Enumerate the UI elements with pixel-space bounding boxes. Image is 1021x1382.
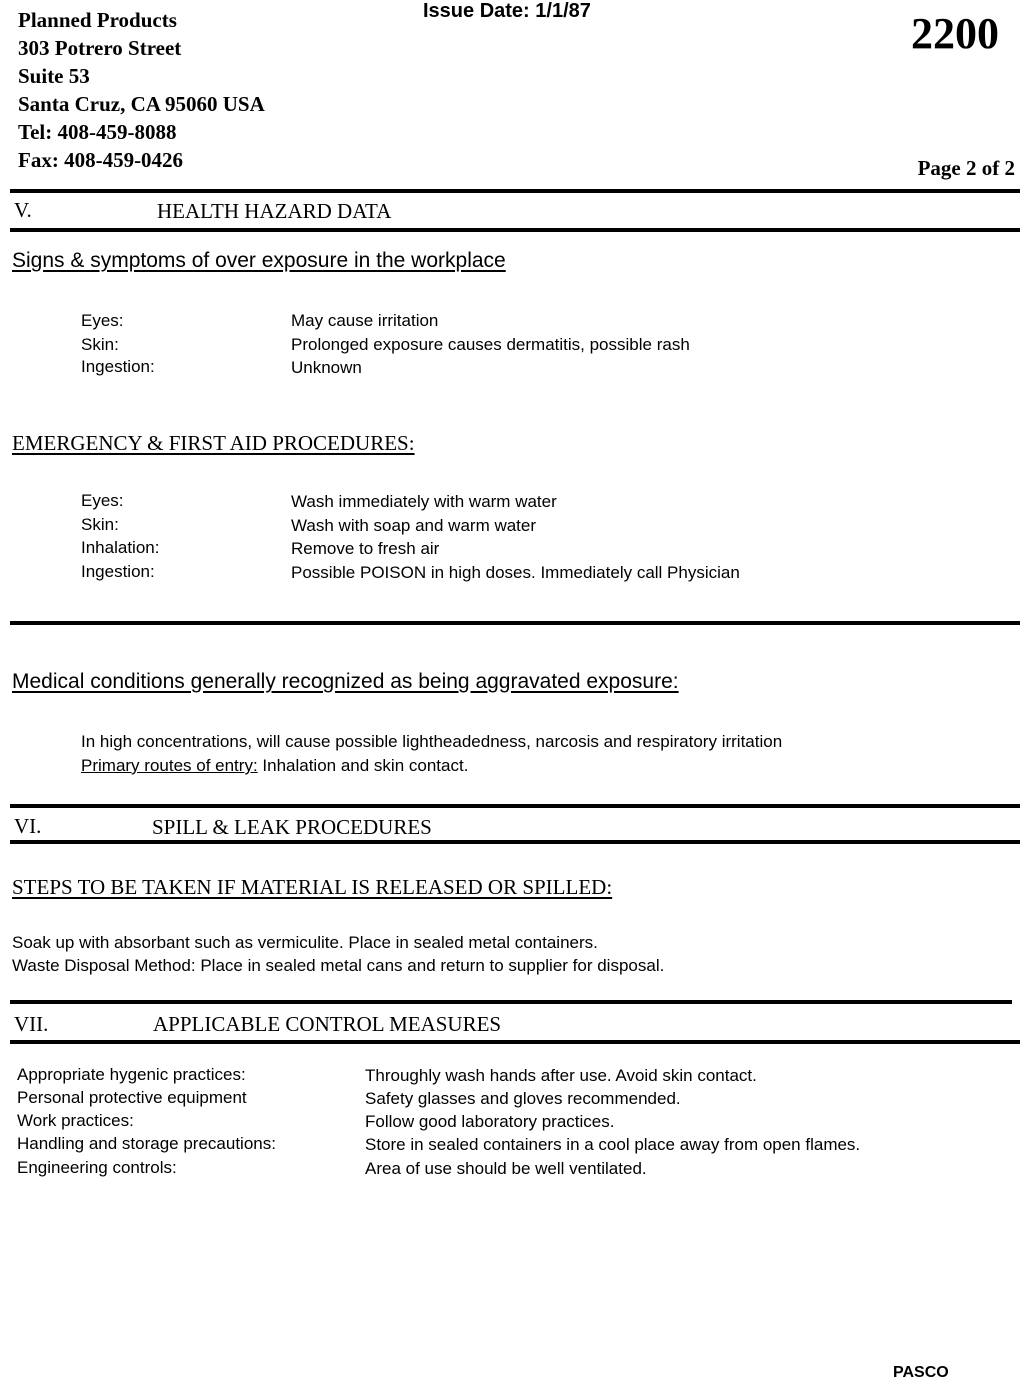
- measure-label: Appropriate hygenic practices:: [17, 1065, 246, 1084]
- measure-value: Area of use should be well ventilated.: [365, 1159, 647, 1178]
- steps-heading: STEPS TO BE TAKEN IF MATERIAL IS RELEASED OR SPILLED:: [12, 875, 613, 899]
- section-number: VII.: [14, 1012, 49, 1036]
- street-address: 303 Potrero Street: [18, 36, 182, 60]
- measure-label: Handling and storage precautions:: [17, 1134, 276, 1153]
- first-aid-label: Ingestion:: [81, 562, 155, 581]
- divider: [10, 621, 1020, 625]
- issue-date: Issue Date: 1/1/87: [423, 0, 591, 22]
- signs-label: Skin:: [81, 335, 119, 354]
- divider: [10, 804, 1020, 808]
- first-aid-list: [0, 489, 1021, 589]
- brand-logo: PASCO: [893, 1364, 949, 1381]
- first-aid-heading: EMERGENCY & FIRST AID PROCEDURES:: [12, 431, 415, 455]
- first-aid-value: Wash with soap and warm water: [291, 516, 537, 535]
- divider: [10, 1040, 1020, 1044]
- divider: [10, 189, 1020, 193]
- first-aid-label: Eyes:: [81, 491, 124, 510]
- spill-line: Waste Disposal Method: Place in sealed metal cans and return to supplier for disposal.: [12, 956, 665, 975]
- signs-value: May cause irritation: [291, 311, 439, 330]
- section-number: VI.: [14, 814, 42, 838]
- section-number: V.: [14, 198, 32, 222]
- suite: Suite 53: [18, 64, 90, 88]
- city-state-zip: Santa Cruz, CA 95060 USA: [18, 92, 265, 116]
- product-number: 2200: [911, 9, 999, 58]
- signs-list: [0, 309, 1021, 384]
- control-measures-list: [0, 1063, 1021, 1183]
- first-aid-value: Remove to fresh air: [291, 539, 440, 558]
- measure-value: Store in sealed containers in a cool place away from open flames.: [365, 1135, 861, 1154]
- section-title: SPILL & LEAK PROCEDURES: [152, 815, 432, 839]
- first-aid-value: Wash immediately with warm water: [291, 492, 557, 511]
- divider: [10, 1000, 1012, 1004]
- routes-label: Primary routes of entry:: [81, 756, 258, 775]
- section-title: APPLICABLE CONTROL MEASURES: [153, 1012, 502, 1036]
- page-number: Page 2 of 2: [917, 156, 1015, 180]
- routes-value: Inhalation and skin contact.: [257, 756, 469, 775]
- signs-value: Prolonged exposure causes dermatitis, possible rash: [291, 335, 690, 354]
- signs-value: Unknown: [291, 358, 362, 377]
- telephone: Tel: 408-459-8088: [18, 120, 177, 144]
- divider: [10, 228, 1020, 232]
- spill-line: Soak up with absorbant such as vermiculite. Place in sealed metal containers.: [12, 933, 598, 952]
- first-aid-label: Inhalation:: [81, 538, 160, 557]
- fax: Fax: 408-459-0426: [18, 148, 184, 172]
- divider: [10, 840, 1020, 844]
- company-address: [18, 6, 265, 174]
- first-aid-label: Skin:: [81, 515, 119, 534]
- spill-text: [12, 931, 664, 977]
- company-name: Planned Products: [18, 8, 177, 32]
- measure-label: Work practices:: [17, 1111, 134, 1130]
- measure-value: Throughly wash hands after use. Avoid skin contact.: [365, 1066, 757, 1085]
- measure-value: Follow good laboratory practices.: [365, 1112, 615, 1131]
- measure-label: Personal protective equipment: [17, 1088, 247, 1107]
- section-title: HEALTH HAZARD DATA: [157, 199, 392, 223]
- signs-heading: Signs & symptoms of over exposure in the workplace: [12, 249, 506, 272]
- measure-label: Engineering controls:: [17, 1158, 177, 1177]
- routes-of-entry: [81, 754, 468, 777]
- signs-label: Ingestion:: [81, 357, 155, 376]
- first-aid-value: Possible POISON in high doses. Immediately call Physician: [291, 563, 740, 582]
- signs-label: Eyes:: [81, 311, 124, 330]
- medical-heading: Medical conditions generally recognized as being aggravated exposure:: [12, 670, 679, 693]
- measure-value: Safety glasses and gloves recommended.: [365, 1089, 681, 1108]
- medical-text: In high concentrations, will cause possible lightheadedness, narcosis and respiratory irritation: [81, 732, 783, 751]
